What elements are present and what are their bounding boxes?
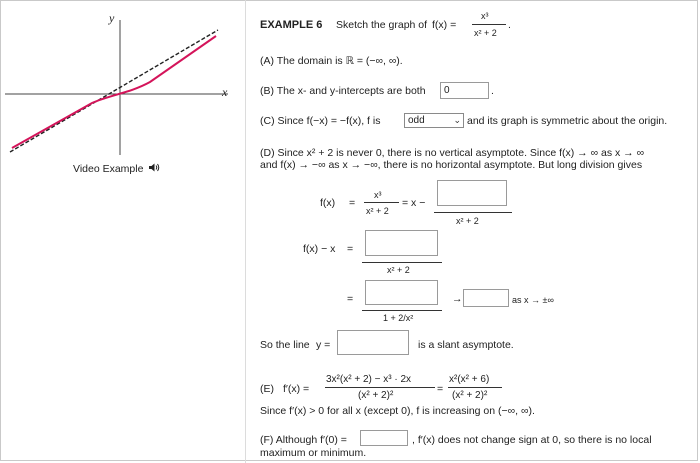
eq1-denominator: x² + 2 xyxy=(366,206,389,216)
example-prompt: Sketch the graph of xyxy=(336,19,428,31)
function-curve xyxy=(12,36,216,148)
part-e-line2: Since f′(x) > 0 for all x (except 0), f is increasing on (−∞, ∞). xyxy=(260,405,535,417)
part-f-post: , f′(x) does not change sign at 0, so there is no local xyxy=(412,434,652,446)
example-period: . xyxy=(508,19,511,31)
part-e-den2: (x² + 2)² xyxy=(452,390,488,401)
eq2-denominator: x² + 2 xyxy=(387,265,410,275)
limit-input[interactable] xyxy=(463,289,509,307)
part-e-den1: (x² + 2)² xyxy=(358,390,394,401)
eq3-arrow: → xyxy=(452,293,463,305)
part-f-line2: maximum or minimum. xyxy=(260,447,367,459)
slant-asymptote xyxy=(10,30,218,152)
slant-var: y = xyxy=(316,339,331,351)
example-title: EXAMPLE 6 xyxy=(260,19,323,31)
part-e-label: (E) xyxy=(260,383,274,395)
fprime-zero-input[interactable] xyxy=(360,430,408,446)
eq1-mid: = x − xyxy=(402,197,426,209)
part-e-fraction-bar-2 xyxy=(448,387,502,388)
y-axis-label: y xyxy=(109,11,115,25)
video-example-label: Video Example xyxy=(73,163,144,175)
eq1-denominator-2: x² + 2 xyxy=(456,216,479,226)
slant-asymptote-input[interactable] xyxy=(337,330,409,355)
x-axis-label: x xyxy=(222,85,228,99)
long-division-numerator-input[interactable] xyxy=(437,180,507,206)
part-e-fraction-bar-1 xyxy=(325,387,435,388)
part-e-num2: x²(x² + 6) xyxy=(449,374,490,385)
example-numerator: x³ xyxy=(481,11,489,21)
eq1-fraction-bar-2 xyxy=(434,212,512,213)
eq1-fraction-bar xyxy=(364,202,399,203)
part-b-period: . xyxy=(491,85,494,97)
symmetry-select-value: odd xyxy=(408,115,425,126)
eq3-fraction-bar xyxy=(362,310,442,311)
eq3-equals: = xyxy=(347,293,354,305)
panel-divider xyxy=(245,0,246,463)
part-e-fprime: f′(x) = xyxy=(283,383,310,395)
slant-pre: So the line xyxy=(260,339,310,351)
eq2-fraction-bar xyxy=(362,262,442,263)
slant-post: is a slant asymptote. xyxy=(418,339,514,351)
eq2-equals: = xyxy=(347,243,354,255)
eq2-lhs: f(x) − x xyxy=(303,243,336,255)
eq1-lhs: f(x) xyxy=(320,197,336,209)
part-d-line1: (D) Since x² + 2 is never 0, there is no vertical asymptote. Since f(x) → ∞ as x → ∞ xyxy=(260,147,645,159)
eq3-numerator-input[interactable] xyxy=(365,280,438,305)
part-c-text-after: and its graph is symmetric about the origin. xyxy=(467,115,668,127)
function-graph xyxy=(0,0,245,160)
video-example-link[interactable] xyxy=(73,161,158,175)
example-fx: f(x) = xyxy=(432,19,457,31)
part-a-text: (A) The domain is ℝ = (−∞, ∞). xyxy=(260,55,403,67)
part-b-text: (B) The x- and y-intercepts are both xyxy=(260,85,426,97)
eq1-numerator: x³ xyxy=(374,190,382,200)
example-fraction-bar xyxy=(472,24,506,25)
intercept-input[interactable]: 0 xyxy=(440,82,489,99)
speaker-icon[interactable] xyxy=(148,162,160,176)
chevron-down-icon: ⌄ xyxy=(453,115,461,125)
eq2-numerator-input[interactable] xyxy=(365,230,438,256)
part-c-text: (C) Since f(−x) = −f(x), f is xyxy=(260,115,381,127)
part-e-equals: = xyxy=(437,383,444,395)
part-f-pre: (F) Although f′(0) = xyxy=(260,434,347,446)
eq1-equals: = xyxy=(349,197,356,209)
part-d-line2: and f(x) → −∞ as x → −∞, there is no horizontal asymptote. But long division gives xyxy=(260,159,643,171)
eq3-tail: as x → ±∞ xyxy=(512,295,554,305)
symmetry-select[interactable] xyxy=(404,113,464,128)
example-denominator: x² + 2 xyxy=(474,28,497,38)
eq3-denominator: 1 + 2/x² xyxy=(383,313,414,323)
part-e-num1: 3x²(x² + 2) − x³ · 2x xyxy=(326,374,412,385)
